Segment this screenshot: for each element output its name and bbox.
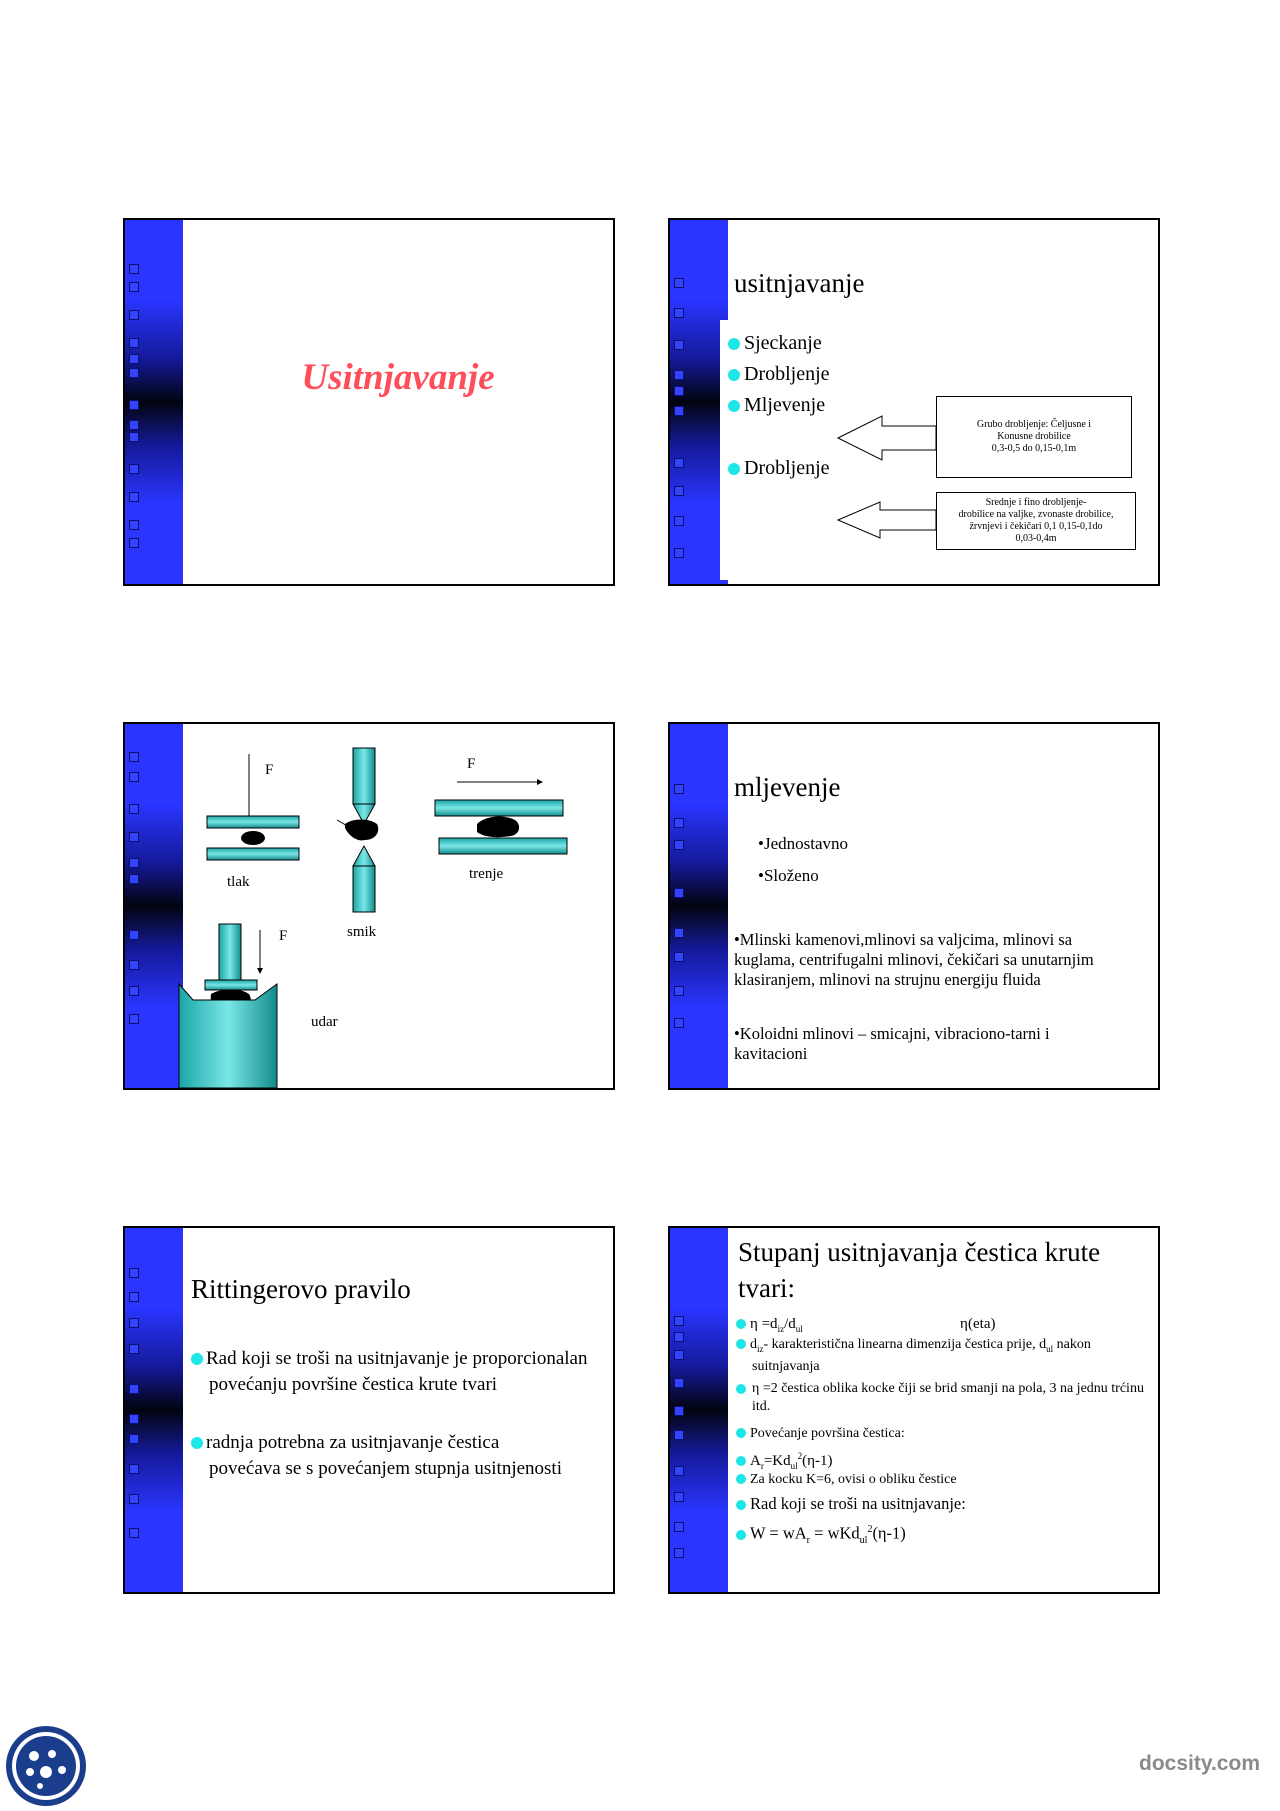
label-udar: udar	[311, 1014, 338, 1030]
list-item: Sjeckanje	[728, 332, 822, 355]
force-label: F	[265, 762, 274, 778]
list-item: Drobljenje	[728, 363, 830, 386]
list-item: radnja potrebna za usitnjavanje čestica povećava se s povećanjem stupnja usitnjenosti	[191, 1430, 573, 1482]
slide-sidebar	[670, 724, 728, 1088]
info-box-coarse: Grubo drobljenje: Čeljusne i Konusne drobilice 0,3-0,5 do 0,15-0,1m	[936, 396, 1132, 478]
formula-work: $W = wA_r = wKd_{ul}^2(\eta-1)$	[736, 1520, 1148, 1551]
slide-sidebar	[125, 220, 183, 584]
press-plate-top	[207, 816, 299, 828]
force-diagram	[125, 724, 615, 1090]
docsity-logo-icon	[0, 1714, 96, 1810]
definition: $d_{iz}-$ karakteristična linearna dimenzija čestica prije, $d_{ul}$ nakon suitnjavanja	[736, 1336, 1148, 1376]
formula-eta: $\eta =d_{iz}/d_{ul}$ η (eta)	[736, 1314, 1148, 1339]
left-arrow-icon	[838, 416, 936, 460]
slide-5	[123, 1226, 615, 1594]
particle	[241, 831, 265, 845]
slide-3	[123, 722, 615, 1090]
paragraph: •Mlinski kamenovi,mlinovi sa valjcima, mlinovi sa kuglama, centrifugalni mlinovi, čekičari sa unutarnjim klasiranjem, mlinovi na strujnu energiju fluida	[734, 930, 1094, 989]
slide-title: Rittingerovo pravilo	[191, 1274, 411, 1304]
slide-title: Stupanj usitnjavanja čestica krute tvari:	[738, 1237, 1101, 1303]
label-smik: smik	[347, 924, 377, 940]
list-item: Rad koji se troši na usitnjavanje je proporcionalan povećanju površine čestica krute tvari	[191, 1346, 593, 1398]
slide-title: Usitnjavanje	[301, 357, 495, 398]
slide-sidebar	[125, 1228, 183, 1592]
particle	[477, 817, 519, 838]
particle	[345, 820, 378, 841]
left-arrow-icon	[838, 502, 936, 538]
slide-6	[668, 1226, 1160, 1594]
paragraph: •Koloidni mlinovi – smicajni, vibraciono-tarni i kavitacioni	[734, 1024, 1050, 1063]
force-label: F	[279, 928, 288, 944]
list-item: •Jednostavno	[758, 834, 848, 853]
slide-4	[668, 722, 1160, 1090]
list-item: •Složeno	[758, 866, 819, 885]
label-tlak: tlak	[227, 874, 250, 890]
slide-title: usitnjavanje	[734, 268, 865, 298]
slide-title: mljevenje	[734, 772, 841, 802]
slide-1	[123, 218, 615, 586]
work-label: Rad koji se troši na usitnjavanje:	[736, 1494, 1148, 1514]
label-trenje: trenje	[469, 866, 504, 882]
slide-2	[668, 218, 1160, 586]
info-box-fine: Srednje i fino drobljenje- drobilice na valjke, zvonaste drobilice, žrvnjevi i čekičari 0,1 0,15-0,1do 0,03-0,4m	[936, 492, 1136, 550]
force-label: F	[467, 756, 476, 772]
docsity-brand: docsity.com	[1139, 1752, 1260, 1775]
list-item: Drobljenje	[728, 457, 830, 480]
slide-sidebar	[670, 1228, 728, 1592]
formula-area: $A_r=Kd_{ul}^2(\eta-1)$	[736, 1446, 1148, 1476]
list-item: Mljevenje	[728, 394, 825, 417]
cube-example: η =2 čestica oblika kocke čiji se brid smanji na pola, 3 na jednu trćinu itd.	[752, 1381, 1144, 1414]
cube-note: Za kocku K=6, ovisi o obliku čestice	[736, 1470, 1148, 1490]
surface-increase: Povećanje površina čestica:	[736, 1424, 1148, 1444]
press-plate-bottom	[207, 848, 299, 860]
